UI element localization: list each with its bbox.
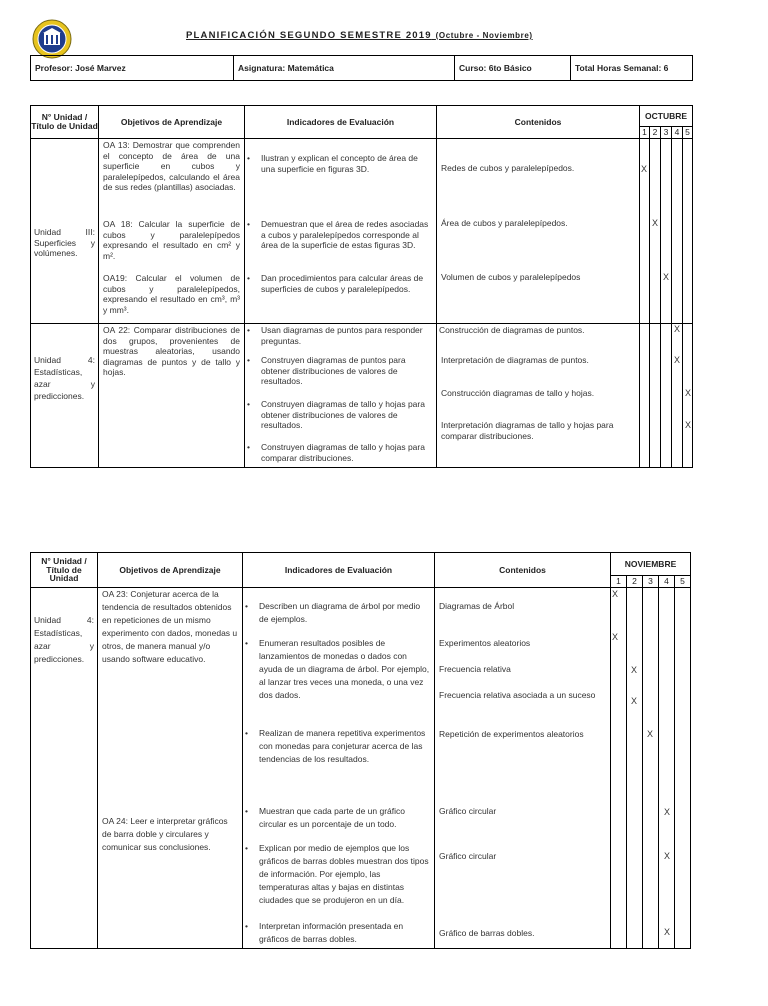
content-item: Gráfico circular (439, 851, 497, 861)
week-2: 2 (650, 127, 661, 139)
week-5: 5 (675, 576, 691, 588)
objectives-cell (99, 324, 245, 468)
objective-oa24: OA 24: Leer e interpretar gráficos de barra doble y circulares y comunicar sus conclusiones. (102, 816, 228, 852)
october-plan-table (30, 105, 693, 468)
hours-field: Total Horas Semanal: 6 (571, 56, 693, 81)
week-1-cell (611, 588, 627, 949)
school-seal-logo (32, 19, 72, 59)
contents-cell (437, 139, 640, 324)
week-5-cell (675, 588, 691, 949)
indicator-item: • Construyen diagramas de tallo y hojas para obtener distribuciones de valores de resultados. (247, 399, 432, 431)
scheduled-mark: X (641, 164, 648, 174)
week-2-cell (650, 324, 661, 468)
unit-cell (31, 324, 99, 468)
indicator-item: • Realizan de manera repetitiva experimentos con monedas para conjeturar acerca de las tendencias de los resultados. (245, 727, 430, 766)
title-subtitle: (Octubre - Noviembre) (435, 31, 533, 40)
week-1: 1 (640, 127, 650, 139)
week-1: 1 (611, 576, 627, 588)
objective-oa18: OA 18: Calcular la superficie de cubos y paralelepípedos expresando el resultado en cm² y m². (103, 219, 240, 261)
contents-cell (435, 588, 611, 949)
indicators-cell (245, 139, 437, 324)
objectives-column-header: Objetivos de Aprendizaje (99, 106, 245, 139)
week-3-cell (643, 588, 659, 949)
month-header-october: OCTUBRE (640, 106, 693, 127)
unit-title: Unidad 4: Estadísticas, azar y predicciones. (34, 355, 95, 401)
unit-title: Unidad 4: Estadísticas, azar y predicciones. (34, 615, 94, 664)
indicators-column-header: Indicadores de Evaluación (243, 553, 435, 588)
indicator-item: • Describen un diagrama de árbol por medio de ejemplos. (245, 600, 430, 626)
scheduled-mark: X (631, 696, 638, 706)
indicator-item: • Dan procedimientos para calcular áreas de superficies de cubos y paralelepípedos. (247, 273, 432, 294)
subject-field: Asignatura: Matemática (234, 56, 455, 81)
week-3: 3 (643, 576, 659, 588)
scheduled-mark: X (663, 272, 670, 282)
scheduled-mark: X (631, 665, 638, 675)
contents-column-header: Contenidos (435, 553, 611, 588)
indicator-item: • Enumeran resultados posibles de lanzamientos de monedas o dados con ayuda de un diagrama de árbol. Por ejemplo, al lanzar tres veces una moneda, o una vez dos dados. (245, 637, 430, 702)
content-item: Construcción de diagramas de puntos. (439, 325, 585, 335)
scheduled-mark: X (674, 355, 681, 365)
content-item: Experimentos aleatorios (439, 638, 531, 648)
teacher-field: Profesor: José Marvez (31, 56, 234, 81)
scheduled-mark: X (664, 927, 671, 937)
objective-oa22: OA 22: Comparar distribuciones de dos grupos, provenientes de muestras aleatorias, usando diagramas de puntos y de tallo y hojas. (103, 325, 240, 377)
unit-title: Unidad III: Superficies y volúmenes. (34, 227, 95, 258)
content-item: Gráfico circular (439, 806, 497, 816)
unit-cell (31, 139, 99, 324)
content-item: Interpretación de diagramas de puntos. (441, 355, 589, 365)
content-item: Redes de cubos y paralelepípedos. (441, 163, 575, 173)
content-item: Frecuencia relativa (439, 664, 511, 674)
week-4: 4 (659, 576, 675, 588)
week-3: 3 (661, 127, 672, 139)
objective-oa19: OA19: Calcular el volumen de cubos y paralelepípedos, expresando el resultado en cm³, m³ y mm³. (103, 273, 240, 315)
unit-column-header: N° Unidad / Título de Unidad (31, 106, 99, 139)
indicator-item: • Ilustran y explican el concepto de área de una superficie en figuras 3D. (247, 153, 432, 174)
content-item: Diagramas de Árbol (439, 601, 515, 611)
month-header-november: NOVIEMBRE (611, 553, 691, 576)
week-2: 2 (627, 576, 643, 588)
week-4-cell (672, 324, 683, 468)
scheduled-mark: X (685, 420, 692, 430)
week-4-cell (672, 139, 683, 324)
scheduled-mark: X (652, 218, 659, 228)
indicators-cell (245, 324, 437, 468)
content-item: Volumen de cubos y paralelepípedos (441, 272, 581, 282)
scheduled-mark: X (664, 851, 671, 861)
content-item: Repetición de experimentos aleatorios (439, 729, 584, 739)
indicator-item: • Interpretan información presentada en gráficos de barras dobles. (245, 920, 430, 946)
title-main: PLANIFICACIÓN SEGUNDO SEMESTRE 2019 (186, 30, 432, 41)
unit-column-header: N° Unidad / Título de Unidad (31, 553, 98, 588)
week-3-cell (661, 139, 672, 324)
week-2-cell (627, 588, 643, 949)
week-1-cell (640, 139, 650, 324)
objectives-cell (99, 139, 245, 324)
indicators-column-header: Indicadores de Evaluación (245, 106, 437, 139)
content-item: Gráfico de barras dobles. (439, 928, 535, 938)
content-item: Interpretación diagramas de tallo y hojas para comparar distribuciones. (441, 420, 614, 441)
objective-oa13: OA 13: Demostrar que comprenden el concepto de área de una superficie en cubos y paralelepípedos, calculando el área de sus redes (plantillas) asociadas. (103, 140, 240, 192)
week-5-cell (683, 139, 693, 324)
contents-cell (437, 324, 640, 468)
scheduled-mark: X (685, 388, 692, 398)
scheduled-mark: X (647, 729, 654, 739)
week-2-cell (650, 139, 661, 324)
indicator-item: • Usan diagramas de puntos para responder preguntas. (247, 325, 432, 346)
indicator-item: • Demuestran que el área de redes asociadas a cubos y paralelepípedos corresponde al área de la superficie de estas figuras 3D. (247, 219, 432, 251)
content-item: Área de cubos y paralelepípedos. (441, 218, 568, 228)
contents-column-header: Contenidos (437, 106, 640, 139)
course-field: Curso: 6to Básico (455, 56, 571, 81)
week-1-cell (640, 324, 650, 468)
unit-cell (31, 588, 98, 949)
objectives-column-header: Objetivos de Aprendizaje (98, 553, 243, 588)
content-item: Construcción diagramas de tallo y hojas. (441, 388, 595, 398)
indicator-item: • Muestran que cada parte de un gráfico circular es un porcentaje de un todo. (245, 805, 430, 831)
objective-oa23: OA 23: Conjeturar acerca de la tendencia de resultados obtenidos en repeticiones de un mismo experimento con dados, monedas u otros, de manera manual y/o usando software educativo. (102, 589, 238, 664)
page-title (186, 30, 533, 41)
scheduled-mark: X (612, 589, 619, 599)
november-plan-table (30, 552, 691, 949)
indicator-item: • Explican por medio de ejemplos que los gráficos de barras dobles muestran dos tipos de información. Por ejemplo, las temperaturas altas y bajas en distintas ciudades que se produjeron en un día. (245, 842, 430, 907)
header-info-table (30, 55, 693, 81)
objectives-cell (98, 588, 243, 949)
scheduled-mark: X (612, 632, 619, 642)
indicator-item: • Construyen diagramas de tallo y hojas para comparar distribuciones. (247, 442, 432, 463)
scheduled-mark: X (674, 324, 681, 334)
indicator-item: • Construyen diagramas de puntos para obtener distribuciones de valores de resultados. (247, 355, 432, 387)
week-5-cell (683, 324, 693, 468)
week-4-cell (659, 588, 675, 949)
scheduled-mark: X (664, 807, 671, 817)
week-4: 4 (672, 127, 683, 139)
week-5: 5 (683, 127, 693, 139)
week-3-cell (661, 324, 672, 468)
content-item: Frecuencia relativa asociada a un suceso (439, 690, 596, 700)
indicators-cell (243, 588, 435, 949)
